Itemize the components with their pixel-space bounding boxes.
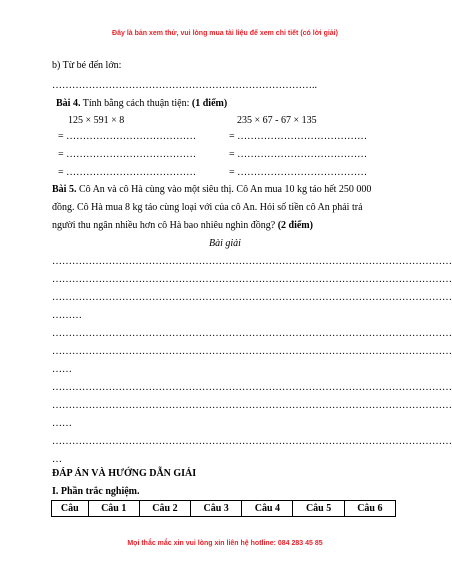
bai5-title: Bài 5. <box>52 184 77 195</box>
solution-line-4: ……… <box>52 310 82 321</box>
bai4-blank-left-3: = ………………………………… <box>58 167 197 178</box>
part-b-label: b) Từ bé đến lớn: <box>52 60 122 71</box>
solution-line-2: ………………………………………………………………………………………………………… <box>52 274 452 285</box>
answer-table <box>51 500 396 517</box>
solution-label: Bài giải <box>209 238 241 249</box>
table-header-cell: Câu 3 <box>191 501 242 517</box>
bai4-question <box>56 98 227 110</box>
solution-line-3: ………………………………………………………………………………………………………… <box>52 292 452 303</box>
bai4-blank-left-1: = ………………………………… <box>58 131 197 142</box>
solution-line-6: ………………………………………………………………………………………………………… <box>52 346 452 357</box>
table-header-cell: Câu <box>52 501 89 517</box>
table-header-cell: Câu 4 <box>242 501 293 517</box>
solution-line-12: … <box>52 454 62 465</box>
table-row <box>52 501 396 517</box>
table-header-cell: Câu 5 <box>293 501 344 517</box>
table-header-cell: Câu 6 <box>344 501 395 517</box>
answers-section: I. Phần trắc nghiệm. <box>52 486 140 497</box>
bai4-blank-right-2: = ………………………………… <box>229 149 368 160</box>
bai4-blank-right-3: = ………………………………… <box>229 167 368 178</box>
bai5-line1 <box>52 184 371 196</box>
solution-line-9: ………………………………………………………………………………………………………… <box>52 400 452 411</box>
solution-line-10: …… <box>52 418 72 429</box>
bai5-line2: đồng. Cô Hà mua 8 kg táo cùng loại với của cô An. Hỏi số tiền cô An phải trả <box>52 202 363 213</box>
answers-heading: ĐÁP ÁN VÀ HƯỚNG DẪN GIẢI <box>52 468 197 479</box>
hotline-notice: Mọi thắc mắc xin vui lòng xin liên hệ hotline: 084 283 45 85 <box>127 540 323 547</box>
solution-line-11: ………………………………………………………………………………………………………… <box>52 436 452 447</box>
solution-line-8: ………………………………………………………………………………………………………… <box>52 382 452 393</box>
bai4-points: (1 điểm) <box>191 98 228 109</box>
bai4-title: Bài 4. <box>56 98 81 109</box>
bai4-prompt: Tính bằng cách thuận tiện: <box>80 98 192 109</box>
bai5-points: (2 điểm) <box>277 220 313 231</box>
bai4-expr-left: 125 × 591 × 8 <box>68 115 125 126</box>
bai5-text1: Cô An và cô Hà cùng vào một siêu thị. Cô An mua 10 kg táo hết 250 000 <box>76 184 372 195</box>
part-b-answer-line: …………………………………………………………………….. <box>52 80 317 91</box>
bai4-expr-right: 235 × 67 - 67 × 135 <box>237 115 317 126</box>
bai4-blank-left-2: = ………………………………… <box>58 149 197 160</box>
bai5-line3 <box>52 220 313 232</box>
bai4-blank-right-1: = ………………………………… <box>229 131 368 142</box>
bai5-text3: người thu ngân nhiều hơn cô Hà bao nhiêu nghìn đồng? <box>52 220 278 231</box>
solution-line-1: ………………………………………………………………………………………………………… <box>52 256 452 267</box>
table-header-cell: Câu 1 <box>88 501 139 517</box>
solution-line-5: ………………………………………………………………………………………………………… <box>52 328 452 339</box>
solution-line-7: …… <box>52 364 72 375</box>
table-header-cell: Câu 2 <box>139 501 190 517</box>
preview-notice: Đây là bản xem thử, vui lòng mua tài liệu để xem chi tiết (có lời giải) <box>112 30 338 37</box>
